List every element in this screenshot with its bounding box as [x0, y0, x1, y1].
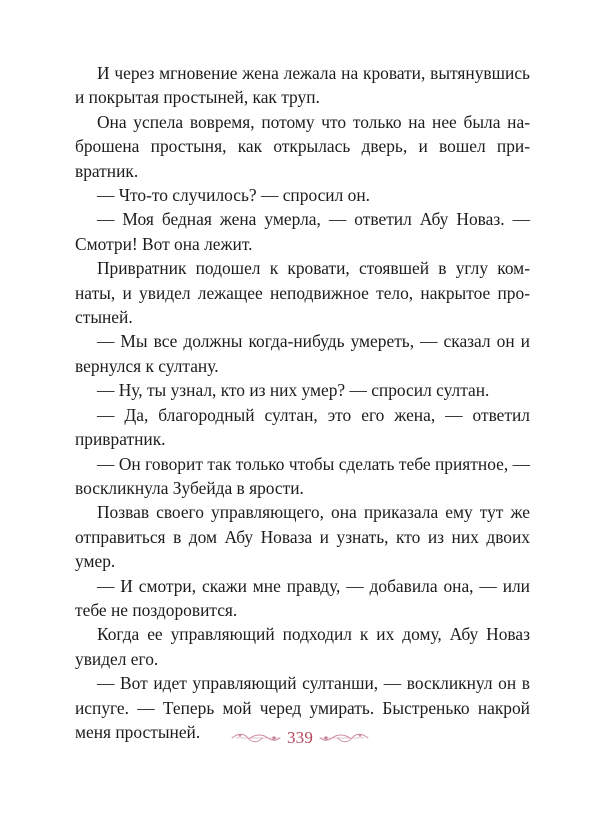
paragraph-10: Позвав своего управляющего, она приказала ему тут же отправиться в дом Абу Новаза и узнать, кто из них двоих умер.	[75, 502, 530, 572]
paragraph-12: Когда ее управляющий подходил к их дому, Абу Новаз увидел его.	[75, 624, 530, 669]
paragraph-2: Она успела вовремя, потому что только на нее была наброшена простыня, как открылась дверь, и вошел привратник.	[75, 111, 530, 181]
paragraph-13: — Вот идет управляющий султанши, — воскликнул он в испуге. — Теперь мой черед умирать. Быстренько накрой меня простыней.	[75, 673, 530, 742]
page-footer	[0, 726, 600, 750]
page-text	[75, 61, 530, 744]
page-number: 339	[286, 728, 314, 747]
paragraph-8: — Да, благородный султан, это его жена, — ответил привратник.	[75, 404, 530, 450]
paragraph-7: — Ну, ты узнал, кто из них умер? — спросил султан.	[97, 380, 490, 401]
paragraph-11: — И смотри, скажи мне правду, — добавила она, — или тебе не поздоровится.	[75, 575, 530, 620]
paragraph-4: — Моя бедная жена умерла, — ответил Абу Новаз. — Смотри! Вот она лежит.	[75, 209, 530, 254]
paragraph-3: — Что-то случилось? — спросил он.	[97, 185, 370, 206]
paragraph-9: — Он говорит так только чтобы сделать тебе приятное, — воскликнула Зубейда в ярости.	[75, 453, 530, 498]
paragraph-1: И через мгновение жена лежала на кровати, вытянувшись и покрытая простыней, как труп.	[75, 63, 530, 108]
paragraph-5: Привратник подошел к кровати, стоявшей в углу комнаты, и увидел лежащее неподвижное тело, накрытое простыней.	[75, 258, 530, 328]
left-flourish-ornament	[230, 731, 282, 745]
paragraph-6: — Мы все должны когда-нибудь умереть, — сказал он и вернулся к султану.	[75, 331, 530, 376]
right-flourish-ornament	[318, 731, 370, 745]
